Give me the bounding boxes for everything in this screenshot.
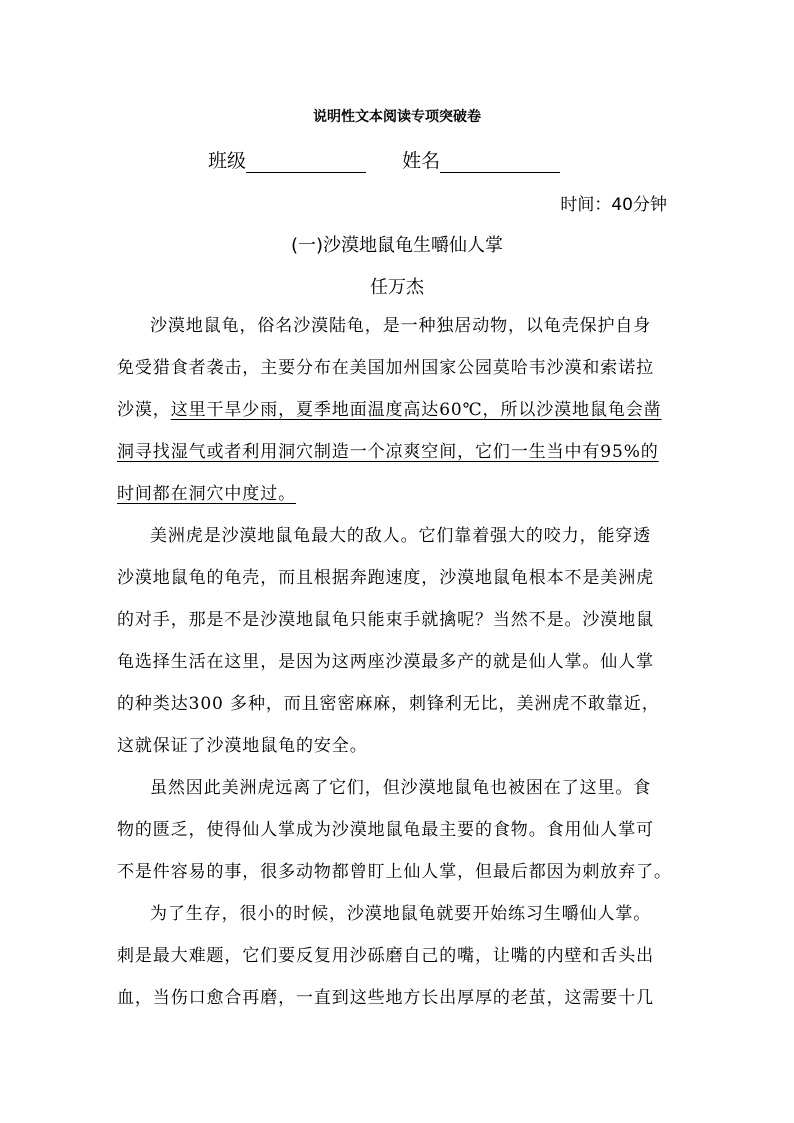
student-info-fields bbox=[208, 146, 590, 173]
underlined-text: 这里干旱少雨，夏季地面温度高达60℃，所以沙漠地鼠龟会凿 bbox=[170, 400, 662, 420]
text-line: 沙漠地鼠龟，俗名沙漠陆龟，是一种独居动物，以龟壳保护自身 bbox=[150, 316, 652, 336]
article-title: (一)沙漠地鼠龟生嚼仙人掌 bbox=[290, 235, 504, 256]
text-line: 血，当伤口愈合再磨，一直到这些地方长出厚厚的老茧，这需要十几 bbox=[117, 988, 654, 1008]
text-line: 美洲虎是沙漠地鼠龟最大的敌人。它们靠着强大的咬力，能穿透 bbox=[150, 526, 652, 546]
name-field[interactable] bbox=[402, 146, 560, 173]
text-line: 沙漠地鼠龟的龟壳，而且根据奔跑速度，沙漠地鼠龟根本不是美洲虎 bbox=[117, 568, 654, 588]
exam-title: 说明性文本阅读专项突破卷 bbox=[313, 109, 481, 125]
time-limit: 时间：40分钟 bbox=[560, 195, 667, 215]
text-line: 免受猎食者袭击，主要分布在美国加州国家公园莫哈韦沙漠和索诺拉 bbox=[117, 358, 654, 378]
class-label: 班级 bbox=[208, 150, 247, 172]
text-line bbox=[117, 436, 659, 468]
text-line: 沙漠，这里干旱少雨，夏季地面温度高达60℃，所以沙漠地鼠龟会凿 bbox=[117, 400, 662, 420]
name-blank[interactable] bbox=[440, 152, 560, 173]
text-line: 刺是最大难题，它们要反复用沙砾磨自己的嘴，让嘴的内壁和舌头出 bbox=[117, 946, 654, 966]
text-line: 的种类达300 多种，而且密密麻麻，刺锋利无比，美洲虎不敢靠近， bbox=[117, 694, 660, 714]
text-line: 不是件容易的事，很多动物都曾盯上仙人掌，但最后都因为刺放弃了。 bbox=[117, 862, 672, 882]
underlined-text: 洞寻找湿气或者利用洞穴制造一个凉爽空间，它们一生当中有95%的 bbox=[117, 442, 659, 462]
name-label: 姓名 bbox=[402, 150, 441, 172]
text-line bbox=[117, 478, 296, 510]
text-line: 物的匮乏，使得仙人掌成为沙漠地鼠龟最主要的食物。食用仙人掌可 bbox=[117, 820, 654, 840]
article-author: 任万杰 bbox=[370, 277, 424, 298]
underlined-text: 时间都在洞穴中度过。 bbox=[117, 484, 296, 504]
text-line: 虽然因此美洲虎远离了它们，但沙漠地鼠龟也被困在了这里。食 bbox=[150, 778, 652, 798]
text-line: 这就保证了沙漠地鼠龟的安全。 bbox=[117, 736, 368, 756]
text-line: 龟选择生活在这里，是因为这两座沙漠最多产的就是仙人掌。仙人掌 bbox=[117, 652, 654, 672]
text-line: 的对手，那是不是沙漠地鼠龟只能束手就擒呢？当然不是。沙漠地鼠 bbox=[117, 610, 654, 630]
text-line: 为了生存，很小的时候，沙漠地鼠龟就要开始练习生嚼仙人掌。 bbox=[150, 904, 652, 924]
class-blank[interactable] bbox=[246, 152, 366, 173]
class-field[interactable] bbox=[208, 146, 366, 173]
